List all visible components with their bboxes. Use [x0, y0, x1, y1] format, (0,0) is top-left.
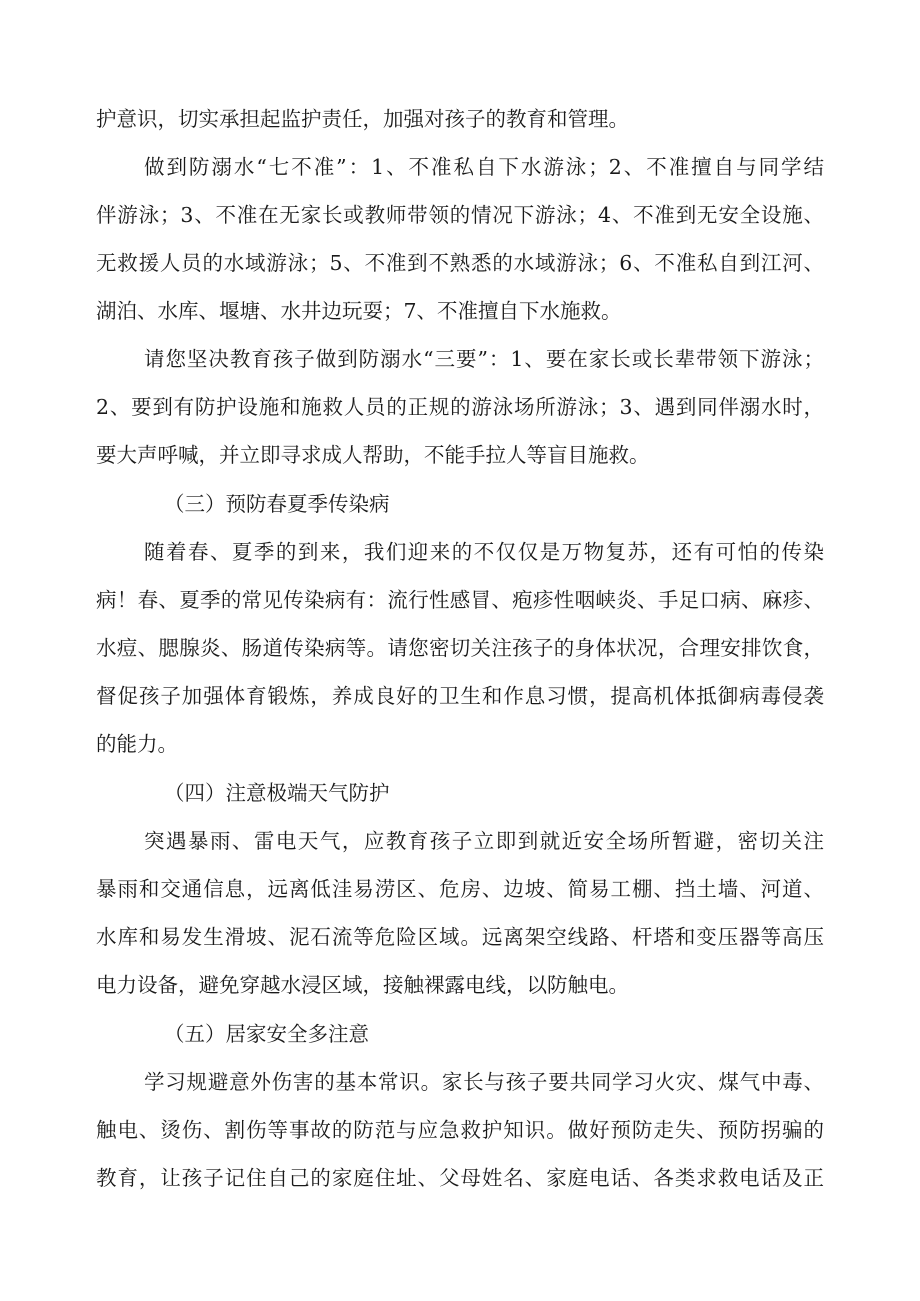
section-heading: （四）注意极端天气防护: [164, 781, 390, 805]
paragraph-line: 触电、烫伤、割伤等事故的防范与应急救护知识。做好预防走失、预防拐骗的: [96, 1118, 824, 1142]
paragraph-line: 护意识，切实承担起监护责任，加强对孩子的教育和管理。: [96, 107, 629, 131]
paragraph-line: 的能力。: [96, 732, 178, 756]
paragraph-line: 病！春、夏季的常见传染病有：流行性感冒、疱疹性咽峡炎、手足口病、麻疹、: [96, 588, 824, 612]
paragraph-line: 突遇暴雨、雷电天气，应教育孩子立即到就近安全场所暂避，密切关注: [144, 829, 824, 853]
paragraph-line: 水痘、腮腺炎、肠道传染病等。请您密切关注孩子的身体状况，合理安排饮食，: [96, 636, 824, 660]
paragraph-line: 暴雨和交通信息，远离低洼易涝区、危房、边坡、简易工棚、挡土墙、河道、: [96, 877, 824, 901]
section-heading: （三）预防春夏季传染病: [164, 492, 390, 516]
paragraph-line: 做到防溺水“七不准”：1、不准私自下水游泳；2、不准擅自与同学结: [144, 155, 824, 179]
paragraph-line: 2、要到有防护设施和施救人员的正规的游泳场所游泳；3、遇到同伴溺水时，: [96, 395, 824, 419]
paragraph-line: 无救援人员的水域游泳；5、不准到不熟悉的水域游泳；6、不准私自到江河、: [96, 251, 824, 275]
section-heading: （五）居家安全多注意: [164, 1022, 369, 1046]
paragraph-line: 湖泊、水库、堰塘、水井边玩耍；7、不准擅自下水施救。: [96, 299, 622, 323]
paragraph-line: 教育，让孩子记住自己的家庭住址、父母姓名、家庭电话、各类求救电话及正: [96, 1166, 824, 1190]
paragraph-line: 要大声呼喊，并立即寻求成人帮助，不能手拉人等盲目施救。: [96, 443, 650, 467]
paragraph-line: 督促孩子加强体育锻炼，养成良好的卫生和作息习惯，提高机体抵御病毒侵袭: [96, 684, 824, 708]
paragraph-line: 水库和易发生滑坡、泥石流等危险区域。远离架空线路、杆塔和变压器等高压: [96, 925, 824, 949]
paragraph-line: 请您坚决教育孩子做到防溺水“三要”：1、要在家长或长辈带领下游泳；: [144, 347, 824, 371]
paragraph-line: 电力设备，避免穿越水浸区域，接触裸露电线，以防触电。: [96, 973, 629, 997]
paragraph-line: 伴游泳；3、不准在无家长或教师带领的情况下游泳；4、不准到无安全设施、: [96, 203, 824, 227]
paragraph-line: 随着春、夏季的到来，我们迎来的不仅仅是万物复苏，还有可怕的传染: [144, 540, 824, 564]
paragraph-line: 学习规避意外伤害的基本常识。家长与孩子要共同学习火灾、煤气中毒、: [144, 1070, 824, 1094]
